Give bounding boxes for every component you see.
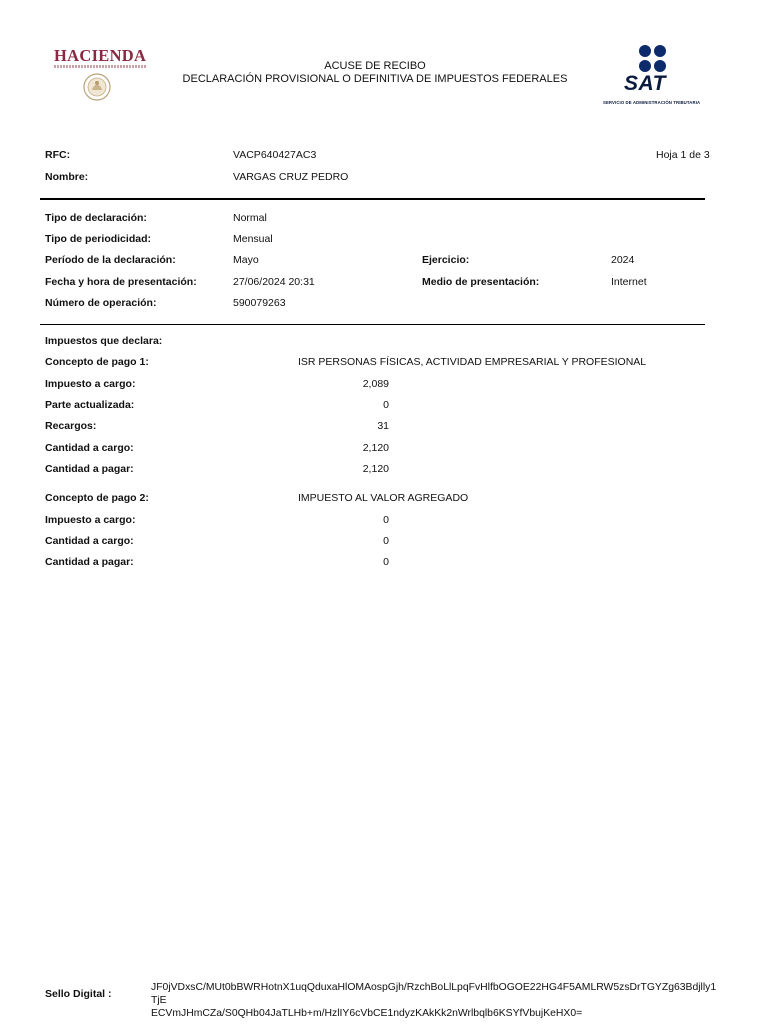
- mexican-seal-icon: [82, 71, 112, 103]
- c2-row-value: 0: [383, 556, 389, 568]
- document-title-line2: DECLARACIÓN PROVISIONAL O DEFINITIVA DE IMPUESTOS FEDERALES: [182, 73, 568, 85]
- periodicidad-label: Tipo de periodicidad:: [45, 233, 151, 245]
- c1-row-value: 2,089: [362, 378, 389, 390]
- c2-row-value: 0: [383, 535, 389, 547]
- operacion-value: 590079263: [233, 297, 286, 309]
- section-divider-2: [40, 324, 705, 325]
- sat-dots-icon: [638, 44, 668, 74]
- c1-row-label: Recargos:: [45, 420, 97, 432]
- c2-row-value: 0: [383, 514, 389, 526]
- page-indicator: Hoja 1 de 3: [656, 149, 710, 161]
- medio-value: Internet: [611, 276, 647, 288]
- c1-row-label: Impuesto a cargo:: [45, 378, 136, 390]
- concepto2-value: IMPUESTO AL VALOR AGREGADO: [298, 492, 469, 504]
- tipo-declaracion-label: Tipo de declaración:: [45, 212, 147, 224]
- c1-row-value: 0: [383, 399, 389, 411]
- ejercicio-label: Ejercicio:: [422, 254, 470, 266]
- nombre-label: Nombre:: [45, 171, 89, 183]
- concepto1-label: Concepto de pago 1:: [45, 356, 149, 368]
- fecha-label: Fecha y hora de presentación:: [45, 276, 197, 288]
- document-title-line1: ACUSE DE RECIBO: [324, 60, 426, 72]
- sat-logo-text: SAT: [624, 72, 666, 95]
- operacion-label: Número de operación:: [45, 297, 157, 309]
- hacienda-logo-text: HACIENDA: [54, 46, 147, 65]
- medio-label: Medio de presentación:: [422, 276, 540, 288]
- hacienda-logo: [50, 44, 150, 108]
- concepto1-value: ISR PERSONAS FÍSICAS, ACTIVIDAD EMPRESARIAL Y PROFESIONAL: [298, 356, 647, 368]
- sello-line-1: JF0jVDxsC/MUt0bBWRHotnX1uqQduxaHlOMAospGjh/RzchBoLlLpqFvHlfbOGOE22HG4F5AMLRW5zsDrTGYZg63Bdjlly1TjE: [151, 982, 717, 1006]
- fecha-value: 27/06/2024 20:31: [233, 276, 315, 288]
- rfc-label: RFC:: [45, 149, 71, 161]
- c1-row-label: Cantidad a cargo:: [45, 442, 134, 454]
- c1-row-value: 31: [377, 420, 389, 432]
- sello-label: Sello Digital :: [45, 988, 112, 1000]
- periodo-label: Período de la declaración:: [45, 254, 176, 266]
- periodicidad-value: Mensual: [233, 233, 273, 245]
- c1-row-label: Cantidad a pagar:: [45, 463, 134, 475]
- periodo-value: Mayo: [233, 254, 259, 266]
- nombre-value: VARGAS CRUZ PEDRO: [233, 171, 349, 183]
- sat-logo: [600, 40, 706, 110]
- c2-row-label: Cantidad a pagar:: [45, 556, 134, 568]
- concepto2-label: Concepto de pago 2:: [45, 492, 149, 504]
- sello-line-2: ECVmJHmCZa/S0QHb04JaTLHb+m/HzlIY6cVbCE1ndyzKAkKk2nWrlbqlb6KSYfVbujKeHX0=: [151, 1008, 583, 1019]
- c2-row-label: Cantidad a cargo:: [45, 535, 134, 547]
- section-divider-1: [40, 198, 705, 200]
- hacienda-logo-subtext: [54, 65, 146, 68]
- c1-row-value: 2,120: [362, 442, 389, 454]
- sello-digital-value: [151, 981, 721, 1020]
- rfc-value: VACP640427AC3: [233, 149, 317, 161]
- sat-logo-subtext: SERVICIO DE ADMINISTRACIÓN TRIBUTARIA: [603, 100, 701, 105]
- c2-row-label: Impuesto a cargo:: [45, 514, 136, 526]
- c1-row-label: Parte actualizada:: [45, 399, 135, 411]
- ejercicio-value: 2024: [611, 254, 635, 266]
- impuestos-heading: Impuestos que declara:: [45, 335, 163, 347]
- tipo-declaracion-value: Normal: [233, 212, 267, 224]
- c1-row-value: 2,120: [362, 463, 389, 475]
